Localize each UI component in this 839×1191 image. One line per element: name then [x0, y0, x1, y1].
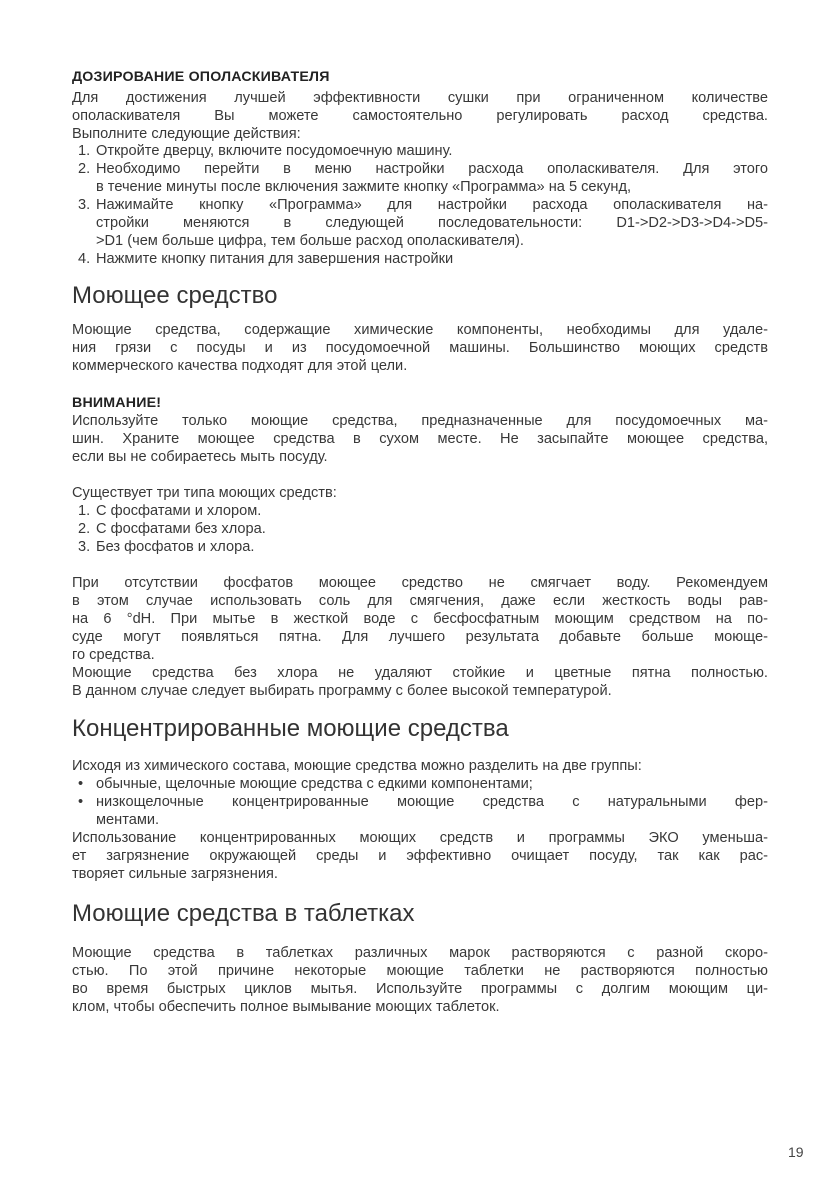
list-item	[72, 793, 768, 829]
section-title-text: Концентрированные моющие средства	[72, 715, 509, 742]
text-line: го средства.	[72, 647, 155, 663]
text-line: В данном случае следует выбирать программу с более высокой температурой.	[72, 683, 612, 699]
text-line: Для достижения лучшей эффективности сушки при ограниченном количестве	[72, 90, 768, 106]
list-number: 3.	[78, 197, 91, 213]
paragraph	[72, 829, 768, 883]
list-number: 4.	[78, 251, 91, 267]
text-line: Использование концентрированных моющих средств и программы ЭКО уменьша-	[72, 830, 768, 846]
section-title	[72, 281, 768, 311]
list-number: 1.	[78, 503, 91, 519]
list-item-line: в течение минуты после включения зажмите кнопку «Программа» на 5 секунд,	[96, 179, 632, 195]
page-number: 19	[788, 1144, 804, 1160]
paragraph	[72, 664, 768, 700]
text-line: во время быстрых циклов мытья. Используйте программы с долгим моющим ци-	[72, 981, 768, 997]
list	[72, 142, 768, 268]
list-item-line: ментами.	[96, 812, 160, 828]
section-heading	[72, 393, 768, 413]
text-line: Существует три типа моющих средств:	[72, 485, 337, 501]
paragraph	[72, 574, 768, 664]
list-item	[72, 538, 768, 556]
section-title	[72, 899, 768, 929]
list-item	[72, 196, 768, 250]
text-line: коммерческого качества подходят для этой цели.	[72, 358, 408, 374]
text-line: Моющие средства в таблетках различных марок растворяются с разной скоро-	[72, 945, 768, 961]
list-item-line: Откройте дверцу, включите посудомоечную машину.	[96, 143, 453, 159]
text-line: ет загрязнение окружающей среды и эффективно очищает посуду, так как рас-	[72, 848, 768, 864]
list-item	[72, 142, 768, 160]
list	[72, 502, 768, 556]
section-title-text: Моющее средство	[72, 282, 278, 309]
list-item-line: Нажимайте кнопку «Программа» для настройки расхода ополаскивателя на-	[96, 197, 768, 213]
text-line: Используйте только моющие средства, предназначенные для посудомоечных ма-	[72, 413, 768, 429]
list	[72, 775, 768, 829]
list-item-line: Без фосфатов и хлора.	[96, 539, 255, 555]
text-line: суде могут появляться пятна. Для лучшего результата добавьте больше моюще-	[72, 629, 768, 645]
list-item-line: Необходимо перейти в меню настройки расхода ополаскивателя. Для этого	[96, 161, 768, 177]
list-item-line: обычные, щелочные моющие средства с едкими компонентами;	[96, 776, 533, 792]
bullet-icon: •	[78, 776, 84, 792]
text-line: При отсутствии фосфатов моющее средство не смягчает воду. Рекомендуем	[72, 575, 768, 591]
paragraph	[72, 484, 768, 502]
text-line: Исходя из химического состава, моющие средства можно разделить на две группы:	[72, 758, 642, 774]
text-line: Моющие средства, содержащие химические компоненты, необходимы для удале-	[72, 322, 768, 338]
list-item-line: С фосфатами без хлора.	[96, 521, 266, 537]
list-item	[72, 250, 768, 268]
list-item	[72, 160, 768, 196]
list-item-line: стройки меняются в следующей последовательности: D1->D2->D3->D4->D5-	[96, 215, 768, 231]
text-line: если вы не собираетесь мыть посуду.	[72, 449, 328, 465]
paragraph	[72, 757, 768, 775]
list-item-line: >D1 (чем больше цифра, тем больше расход ополаскивателя).	[96, 233, 524, 249]
text-line: ния грязи с посуды и из посудомоечной машины. Большинство моющих средств	[72, 340, 768, 356]
text-line: стью. По этой причине некоторые моющие таблетки не растворяются полностью	[72, 963, 768, 979]
list-number: 3.	[78, 539, 91, 555]
list-item	[72, 775, 768, 793]
list-number: 2.	[78, 161, 91, 177]
list-number: 2.	[78, 521, 91, 537]
text-line: в этом случае использовать соль для смягчения, даже если жесткость воды рав-	[72, 593, 768, 609]
section-heading	[72, 67, 768, 87]
bullet-icon: •	[78, 794, 84, 810]
text-line: ополаскивателя Вы можете самостоятельно регулировать расход средства.	[72, 108, 768, 124]
text-line: на 6 °dH. При мытье в жесткой воде с бесфосфатным моющим средством на по-	[72, 611, 768, 627]
list-item-line: С фосфатами и хлором.	[96, 503, 262, 519]
text-line: Моющие средства без хлора не удаляют стойкие и цветные пятна полностью.	[72, 665, 768, 681]
list-item	[72, 502, 768, 520]
text-line: творяет сильные загрязнения.	[72, 866, 278, 882]
list-item-line: Нажмите кнопку питания для завершения настройки	[96, 251, 454, 267]
text-line: Выполните следующие действия:	[72, 126, 301, 142]
bold-heading-text: ВНИМАНИЕ!	[72, 395, 162, 411]
paragraph	[72, 412, 768, 466]
list-item	[72, 520, 768, 538]
paragraph	[72, 321, 768, 375]
bold-heading-text: ДОЗИРОВАНИЕ ОПОЛАСКИВАТЕЛЯ	[72, 69, 330, 85]
section-title-text: Моющие средства в таблетках	[72, 900, 415, 927]
list-number: 1.	[78, 143, 91, 159]
text-line: шин. Храните моющее средства в сухом месте. Не засыпайте моющее средства,	[72, 431, 768, 447]
list-item-line: низкощелочные концентрированные моющие средства с натуральными фер-	[96, 794, 768, 810]
paragraph	[72, 89, 768, 143]
paragraph	[72, 944, 768, 1016]
section-title	[72, 714, 768, 744]
text-line: клом, чтобы обеспечить полное вымывание моющих таблеток.	[72, 999, 500, 1015]
